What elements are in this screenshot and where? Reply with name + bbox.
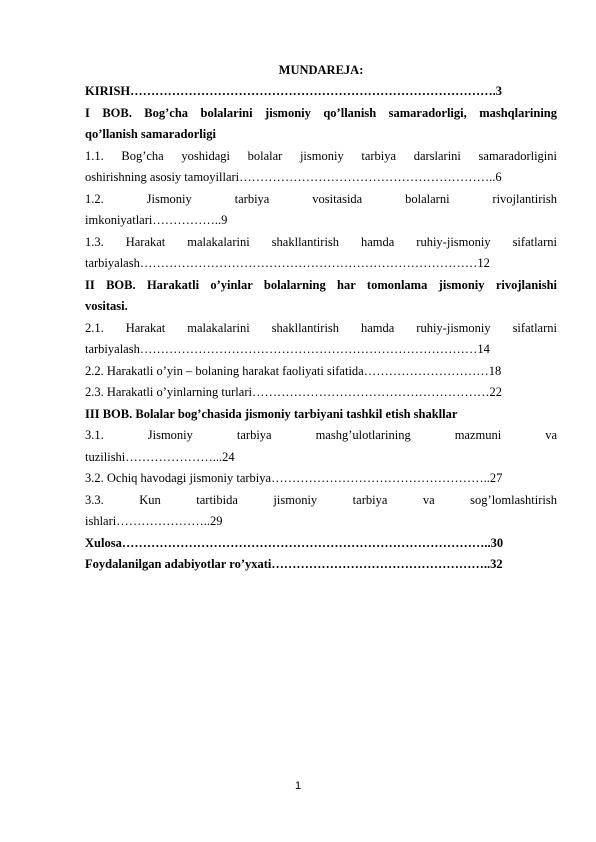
toc-entry-line: 3.3. Kun tartibida jismoniy tarbiya va sog’lomlashtirish: [85, 492, 557, 507]
toc-entry-line: oshirishning asosiy tamoyillari……………………………………………………..6: [85, 170, 502, 184]
toc-entry-line: 3.1. Jismoniy tarbiya mashg’ulotlarining mazmuni va: [85, 428, 557, 442]
toc-entry: [85, 554, 557, 576]
toc-entry-line: tarbiyalash………………………………………………………………………12: [85, 256, 490, 270]
toc-entry: [85, 404, 557, 426]
toc-entry-line: imkoniyatlari……………..9: [85, 213, 228, 227]
toc-entry-line: qo’llanish samaradorligi: [85, 127, 216, 141]
toc-entry-line: Xulosa……………………………………………………………………………..30: [85, 535, 504, 550]
toc-entry: [85, 103, 557, 146]
toc-entry-line: tuzilishi…………………...24: [85, 449, 235, 464]
page-number: 1: [294, 780, 302, 792]
toc-entry: [85, 382, 557, 404]
toc-entry-line: 2.3. Harakatli o’yinlarning turlari…………………………………………………22: [85, 385, 502, 399]
toc-entry: [85, 318, 557, 361]
toc-entry: [85, 425, 557, 468]
page-title: MUNDAREJA:: [278, 63, 364, 77]
toc-entry-line: 2.2. Harakatli o’yin – bolaning harakat faoliyati sifatida…………………………18: [85, 363, 502, 378]
toc-entry-line: 1.1. Bog’cha yoshidagi bolalar jismoniy tarbiya darslarini samaradorligini: [85, 148, 557, 163]
toc-entry-line: 1.2. Jismoniy tarbiya vositasida bolalarni rivojlantirish: [85, 191, 557, 206]
toc-entry-line: 3.2. Ochiq havodagi jismoniy tarbiya……………………………………………..27: [85, 471, 503, 485]
toc-entry: [85, 81, 557, 103]
toc-entry: [85, 275, 557, 318]
toc-entry-line: 2.1. Harakat malakalarini shakllantirish hamda ruhiy-jismoniy sifatlarni: [85, 320, 557, 335]
toc-entry-line: 1.3. Harakat malakalarini shakllantirish hamda ruhiy-jismoniy sifatlarni: [85, 234, 557, 249]
toc-entry: [85, 361, 557, 383]
toc-entry-line: II BOB. Harakatli o’yinlar bolalarning har tomonlama jismoniy rivojlanishi: [85, 277, 557, 292]
toc-entry: [85, 189, 557, 232]
toc-entry: [85, 533, 557, 555]
toc-entry: [85, 490, 557, 533]
toc-entry: [85, 146, 557, 189]
toc-entry-line: vositasi.: [85, 299, 128, 313]
toc-entry: [85, 232, 557, 275]
toc-entry-line: III BOB. Bolalar bog’chasida jismoniy tarbiyani tashkil etish shakllar: [85, 406, 458, 421]
toc-entry-line: Foydalanilgan adabiyotlar ro’yxati……………………………………………..32: [85, 557, 503, 571]
toc-entries: [85, 81, 557, 576]
toc-entry: [85, 468, 557, 490]
toc-entry-line: ishlari…………………..29: [85, 514, 223, 528]
toc-entry-line: I BOB. Bog’cha bolalarini jismoniy qo’llanish samaradorligi, mashqlarining: [85, 105, 557, 120]
table-of-contents: [85, 60, 557, 576]
toc-entry-line: tarbiyalash………………………………………………………………………14: [85, 342, 490, 356]
toc-entry-line: KIRISH…………………………………………………………………………….3: [85, 84, 503, 98]
